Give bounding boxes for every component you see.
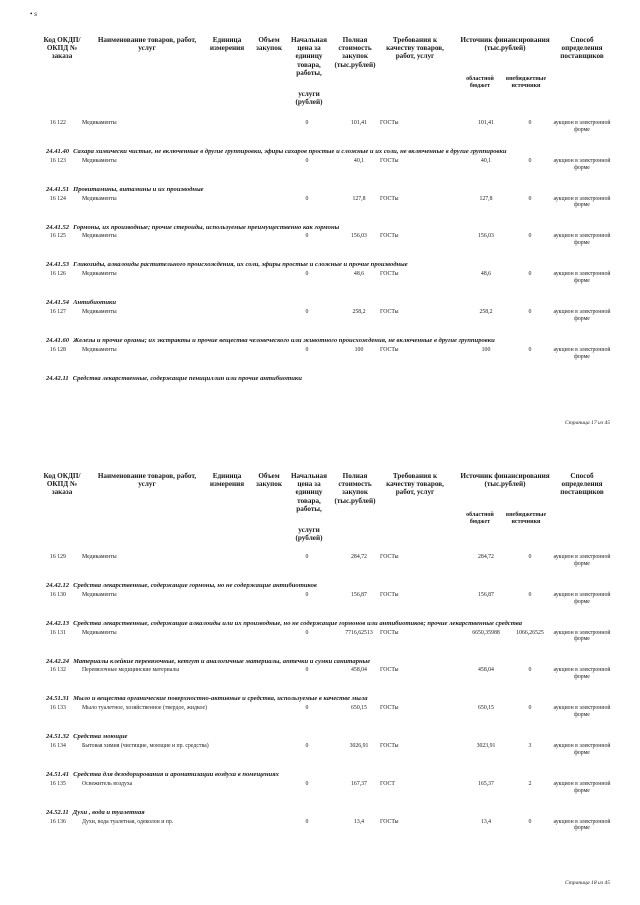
header-source: Источник финансирования (тыс.рублей) (460, 36, 550, 53)
cell-method: аукцион в электронной форме (553, 554, 611, 567)
cell-req: ГОСТы (380, 705, 399, 712)
cell-title: Антибиотики (73, 299, 116, 307)
cell-code: 24.41.53 (46, 261, 70, 269)
category-heading (40, 582, 566, 590)
cell-code: 24.41.51 (46, 185, 70, 193)
cell-ext: 2 (528, 780, 532, 787)
header-source: Источник финансирования (тыс.рублей) (460, 472, 550, 489)
cell-req: ГОСТ (380, 780, 395, 787)
table-row (40, 781, 620, 803)
cell-code: 24.41.52 (46, 223, 70, 231)
cell-code: 24.41.60 (46, 336, 70, 344)
table-header (40, 36, 620, 116)
page-number: Страница 18 из 45 (564, 880, 610, 886)
table-row (40, 592, 620, 614)
group-24-41-60 (40, 337, 620, 369)
cell-req: ГОСТы (380, 742, 399, 749)
cell-method: аукцион в электронной форме (553, 667, 611, 681)
cell-ext: 0 (528, 157, 532, 164)
cell-title: Средства лекарственные, содержащие алкалоиды или их производные, но не содержащие гормонов или антибиотиков; прочие лекарственные средства (73, 619, 523, 627)
category-heading (40, 733, 566, 741)
cell-price: 0 (305, 346, 309, 353)
cell-reg: 650,15 (478, 705, 494, 712)
header-volume: Объем закупок (256, 36, 282, 53)
cell-title: Средства лекарственные, содержащие гормоны, но не содержащие антибиотиков (73, 582, 317, 589)
cell-code: 24.51.32 (46, 733, 70, 741)
cell-code: 24.41.54 (46, 299, 70, 307)
group-24-41-54 (40, 299, 620, 331)
cell-tail_title: Средства лекарственные, содержащие пенициллин или прочие антибиотики (72, 374, 302, 382)
table-row (40, 630, 620, 652)
group-24-42-24 (40, 658, 620, 690)
table-row (40, 743, 620, 765)
cell-title: Гормоны, их производные; прочие стероиды, используемые преимущественно как гормоны (73, 223, 340, 231)
header-name: Наименование товаров, работ, услуг (97, 36, 197, 53)
cell-name: Медикаменты (82, 157, 117, 164)
cell-method: аукцион в электронной форме (553, 818, 611, 832)
cell-ext: 0 (528, 233, 532, 240)
cell-req: ГОСТы (380, 308, 399, 315)
cell-method: аукцион в электронной форме (553, 629, 611, 643)
cell-req: ГОСТы (380, 591, 399, 598)
row-method: аукцион в электронной форме (553, 120, 611, 133)
cell-price: 0 (305, 742, 309, 749)
table-body (40, 118, 620, 383)
group-24-41-53 (40, 261, 620, 293)
header-code: Код ОКДП/ ОКПД № заказа (43, 472, 81, 497)
row-code: 16 122 (50, 120, 66, 126)
cell-req: ГОСТы (380, 271, 399, 278)
page-17 (0, 0, 640, 450)
cell-title: Мыло и вещества органические поверхностно-активные и средства, используемые в качестве мыла (73, 695, 368, 703)
group-24-41-52 (40, 224, 620, 256)
row-name: Медикаменты (82, 120, 117, 126)
cell-price: 0 (305, 554, 309, 560)
category-heading (40, 695, 566, 703)
header-full-cost: Полная стоимость закупок (тыс.рублей) (334, 36, 376, 69)
header-source-regional: областной бюджет (466, 512, 494, 525)
group-24-41-40 (40, 148, 620, 180)
header-full-cost: Полная стоимость закупок (тыс.рублей) (334, 472, 376, 505)
cell-ext: 0 (528, 195, 532, 202)
cell-name: Медикаменты (82, 308, 117, 315)
table-row (40, 819, 620, 841)
header-unit: Единица измерения (209, 36, 245, 53)
cell-reg: 258,2 (479, 308, 493, 315)
table-row (40, 309, 620, 331)
cell-reg: 6650,35988 (472, 629, 500, 636)
group-24-42-13 (40, 620, 620, 652)
cell-price: 0 (305, 195, 309, 202)
cell-method: аукцион в электронной форме (553, 742, 611, 756)
header-requirements: Требования к качеству товаров, работ, услуг (386, 472, 444, 497)
cell-name: Медикаменты (82, 271, 117, 278)
cell-code: 16 130 (50, 591, 66, 598)
header-start-price: Начальная цена за единицу товара, работы, (290, 472, 328, 513)
category-heading (40, 224, 566, 232)
cell-price: 0 (305, 629, 309, 636)
cell-total: 258,2 (352, 308, 366, 315)
cell-name: Медикаменты (82, 629, 117, 636)
cell-code: 16 133 (50, 705, 66, 712)
row-external: 0 (528, 120, 532, 126)
scan-marks: • s (30, 10, 37, 18)
cell-name: Мыло туалетное, хозяйственное (твердое, жидкое) (82, 705, 207, 712)
category-heading (40, 299, 566, 307)
table-row (40, 271, 620, 293)
cell-code: 16 126 (50, 271, 66, 278)
table-body (40, 552, 620, 841)
cell-reg: 13,4 (480, 818, 492, 825)
cell-code: 16 129 (50, 554, 66, 560)
cell-reg: 156,87 (478, 591, 494, 598)
table-row (40, 705, 620, 727)
cell-price: 0 (305, 591, 309, 598)
table-row (40, 233, 620, 255)
cell-reg: 100 (481, 346, 491, 353)
cell-code: 24.42.12 (46, 582, 70, 589)
header-method: Способ определения поставщиков (560, 472, 604, 497)
cell-title: Провитамины, витамины и их производные (73, 185, 204, 193)
cell-name: Медикаменты (82, 591, 117, 598)
table-header (40, 472, 620, 552)
cell-name: Медикаменты (82, 233, 117, 240)
cell-reg: 165,37 (478, 780, 494, 787)
row-requirements: ГОСТы (380, 120, 399, 126)
group-24-52-11 (40, 809, 620, 841)
cell-total: 284,72 (351, 554, 367, 560)
category-heading (40, 375, 566, 383)
group-24-51-32 (40, 733, 620, 765)
cell-req: ГОСТы (380, 629, 399, 636)
header-start-price: Начальная цена за единицу товара, работы, (290, 36, 328, 77)
header-requirements: Требования к качеству товаров, работ, услуг (386, 36, 444, 61)
category-heading (40, 809, 566, 817)
cell-ext: 0 (528, 705, 532, 712)
cell-ext: 0 (528, 667, 532, 674)
cell-name: Освежитель воздуха (82, 780, 133, 787)
cell-price: 0 (305, 308, 309, 315)
group-24-41-51 (40, 186, 620, 218)
cell-code: 16 128 (50, 346, 66, 353)
cell-reg: 127,8 (479, 195, 493, 202)
cell-name: Медикаменты (82, 195, 117, 202)
cell-reg: 48,6 (480, 271, 492, 278)
cell-total: 650,15 (351, 705, 367, 712)
cell-tail_code: 24.42.11 (46, 374, 69, 382)
cell-total: 167,37 (351, 780, 367, 787)
cell-code: 16 136 (50, 818, 66, 825)
table-row (40, 120, 620, 142)
cell-reg: 156,03 (478, 233, 494, 240)
cell-code: 16 131 (50, 629, 66, 636)
cell-name: Духи, вода туалетная, одеколон и пр. (82, 818, 174, 825)
page-18 (0, 452, 640, 902)
cell-title: Сахара химически чистые, не включенные в другие группировки, эфиры сахаров простые и сложные и их соли, не включенные в другие группировки (73, 148, 507, 155)
cell-req: ГОСТы (380, 554, 399, 560)
cell-ext: 0 (528, 271, 532, 278)
cell-total: 156,87 (351, 591, 367, 598)
cell-total: 100 (354, 346, 364, 353)
group-24-42-12 (40, 582, 620, 614)
group-24-51-31 (40, 695, 620, 727)
cell-code: 24.42.24 (46, 657, 70, 665)
cell-req: ГОСТы (380, 667, 399, 674)
cell-total: 458,04 (351, 667, 367, 674)
cell-code: 16 132 (50, 667, 66, 674)
cell-price: 0 (305, 667, 309, 674)
cell-method: аукцион в электронной форме (553, 346, 611, 360)
category-heading (40, 186, 566, 194)
cell-ext: 0 (528, 818, 532, 825)
group-24-51-41 (40, 771, 620, 803)
cell-req: ГОСТы (380, 157, 399, 164)
cell-ext: 1066,26525 (516, 629, 544, 636)
cell-total: 48,6 (353, 271, 365, 278)
cell-ext: 3 (528, 742, 532, 749)
cell-req: ГОСТы (380, 233, 399, 240)
cell-method: аукцион в электронной форме (553, 705, 611, 718)
cell-name: Медикаменты (82, 346, 117, 353)
cell-price: 0 (305, 157, 309, 164)
cell-reg: 3023,91 (476, 742, 496, 749)
cell-code: 16 125 (50, 233, 66, 240)
cell-req: ГОСТы (380, 346, 399, 353)
cell-code: 24.52.11 (46, 808, 69, 816)
cell-title: Железы и прочие органы; их экстракты и прочие вещества человеческого или животного происхождения, не включенные в другие группировки (73, 336, 495, 344)
cell-name: Медикаменты (82, 554, 117, 560)
cell-method: аукцион в электронной форме (553, 308, 611, 322)
header-start-price-unit: услуги (рублей) (295, 526, 323, 543)
table-row (40, 667, 620, 689)
cell-title: Материалы клейкие перевязочные, кетгут и аналогичные материалы, аптечки и сумки санитарные (73, 657, 371, 665)
cell-total: 13,4 (353, 818, 365, 825)
cell-total: 40,1 (353, 157, 365, 164)
row-regional: 101,41 (478, 120, 494, 126)
row-price: 0 (305, 120, 309, 126)
header-volume: Объем закупок (256, 472, 282, 489)
category-heading (40, 337, 566, 345)
cell-req: ГОСТы (380, 195, 399, 202)
table-row (40, 196, 620, 218)
cell-code: 24.42.13 (46, 619, 70, 627)
cell-code: 16 135 (50, 780, 66, 787)
header-start-price-unit: услуги (рублей) (295, 90, 323, 107)
cell-reg: 284,72 (478, 554, 494, 560)
table-row (40, 554, 620, 576)
table-row (40, 347, 620, 369)
cell-req: ГОСТы (380, 818, 399, 825)
category-heading (40, 261, 566, 269)
cell-price: 0 (305, 705, 309, 712)
cell-code: 24.51.31 (46, 695, 70, 703)
cell-price: 0 (305, 780, 309, 787)
row-total: 101,41 (351, 120, 367, 126)
header-source-regional: областной бюджет (466, 76, 494, 89)
cell-code: 16 127 (50, 308, 66, 315)
table-row (40, 158, 620, 180)
cell-total: 127,8 (352, 195, 366, 202)
cell-name: Перевязочные медицинские материалы (82, 667, 180, 674)
cell-code: 24.51.41 (46, 770, 70, 778)
page-number: Страница 17 из 45 (564, 420, 610, 426)
cell-code: 16 124 (50, 195, 66, 202)
cell-ext: 0 (528, 346, 532, 353)
category-heading (40, 148, 566, 156)
cell-price: 0 (305, 271, 309, 278)
header-name: Наименование товаров, работ, услуг (97, 472, 197, 489)
cell-code: 16 134 (50, 742, 66, 749)
category-heading (40, 658, 566, 666)
cell-method: аукцион в электронной форме (553, 780, 611, 794)
cell-price: 0 (305, 233, 309, 240)
cell-total: 156,03 (351, 233, 367, 240)
cell-method: аукцион в электронной форме (553, 271, 611, 284)
category-heading (40, 771, 566, 779)
cell-code: 16 123 (50, 157, 66, 164)
cell-total: 3026,91 (349, 742, 369, 749)
cell-price: 0 (305, 818, 309, 825)
header-unit: Единица измерения (209, 472, 245, 489)
cell-method: аукцион в электронной форме (553, 591, 611, 605)
cell-code: 24.41.40 (46, 148, 70, 155)
cell-total: 7716,62513 (345, 629, 373, 636)
cell-ext: 0 (528, 308, 532, 315)
header-source-external: внебюджетные источники (505, 76, 547, 89)
cell-name: Бытовая химия (чистящие, моющие и пр. средства) (82, 742, 209, 749)
cell-title: Гликозиды, алкалоиды растительного происхождения, их соли, эфиры простые и сложные и прочие производные (73, 261, 408, 269)
cell-method: аукцион в электронной форме (553, 157, 611, 171)
cell-ext: 0 (528, 554, 532, 560)
cell-method: аукцион в электронной форме (553, 233, 611, 247)
cell-ext: 0 (528, 591, 532, 598)
cell-title: Средства моющие (73, 733, 128, 741)
cell-title: Духи , вода и туалетная (72, 808, 145, 816)
category-heading (40, 620, 566, 628)
cell-title: Средства для дезодорирования и ароматизации воздуха в помещениях (73, 770, 279, 778)
cell-reg: 40,1 (480, 157, 492, 164)
header-method: Способ определения поставщиков (560, 36, 604, 61)
cell-method: аукцион в электронной форме (553, 195, 611, 209)
header-code: Код ОКДП/ ОКПД № заказа (43, 36, 81, 61)
header-source-external: внебюджетные источники (505, 512, 547, 525)
cell-reg: 458,04 (478, 667, 494, 674)
